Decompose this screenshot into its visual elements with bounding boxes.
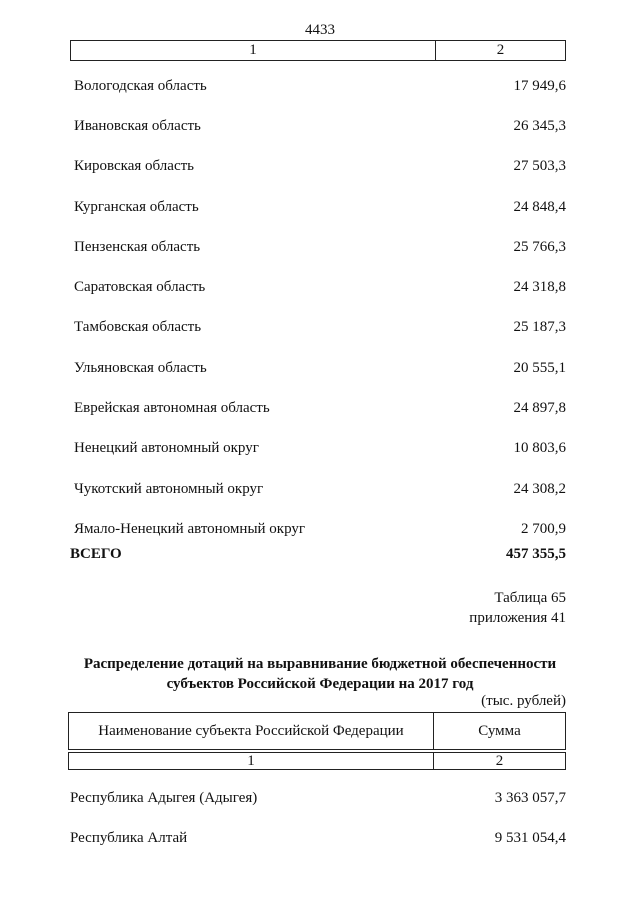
region-name: Саратовская область	[74, 279, 206, 295]
region-name: Ненецкий автономный округ	[74, 440, 259, 456]
table-row	[74, 319, 566, 339]
region-name: Тамбовская область	[74, 319, 202, 335]
region-name: Ямало-Ненецкий автономный округ	[74, 521, 306, 537]
section-title-line2: субъектов Российской Федерации на 2017 год	[166, 676, 474, 692]
total-row	[70, 546, 566, 566]
region-value: 27 503,3	[513, 158, 566, 174]
table2-header	[68, 712, 566, 750]
region-value: 24 308,2	[513, 481, 566, 497]
region-value: 26 345,3	[513, 118, 566, 134]
region-value: 25 187,3	[513, 319, 566, 335]
region-name: Курганская область	[74, 199, 199, 215]
region-value: 20 555,1	[513, 360, 566, 376]
table-row	[74, 360, 566, 380]
region-value: 25 766,3	[513, 239, 566, 255]
table2-col2-number: 2	[495, 753, 504, 769]
table-row	[74, 400, 566, 420]
table1-column-numbers	[70, 40, 566, 61]
table-row	[74, 279, 566, 299]
table2-header-name: Наименование субъекта Российской Федерации	[69, 713, 434, 749]
table2-column-numbers	[68, 752, 566, 770]
table-row	[74, 440, 566, 460]
region-name: Ульяновская область	[74, 360, 207, 376]
units-label: (тыс. рублей)	[481, 693, 566, 709]
table-label-appendix: приложения 41	[469, 610, 566, 626]
region-name: Кировская область	[74, 158, 195, 174]
region-name: Еврейская автономная область	[74, 400, 270, 416]
table2-header-sum: Сумма	[478, 722, 521, 739]
table-row	[70, 790, 566, 810]
region-value: 24 897,8	[513, 400, 566, 416]
region-value: 3 363 057,7	[494, 790, 566, 806]
region-value: 24 318,8	[513, 279, 566, 295]
section-title-line1: Распределение дотаций на выравнивание бюджетной обеспеченности	[83, 656, 557, 672]
region-name: Чукотский автономный округ	[74, 481, 264, 497]
region-value: 2 700,9	[521, 521, 566, 537]
page-number: 4433	[305, 22, 335, 38]
region-value: 9 531 054,4	[494, 830, 566, 846]
table-row	[74, 199, 566, 219]
region-value: 24 848,4	[513, 199, 566, 215]
table-row	[74, 239, 566, 259]
table-label-number: Таблица 65	[494, 590, 566, 606]
region-value: 17 949,6	[513, 78, 566, 94]
table1-col1-number: 1	[71, 41, 436, 60]
total-label: ВСЕГО	[70, 546, 122, 562]
table2-col1-number: 1	[69, 753, 434, 769]
region-name: Пензенская область	[74, 239, 201, 255]
region-name: Ивановская область	[74, 118, 201, 134]
region-name: Вологодская область	[74, 78, 207, 94]
table-row	[74, 481, 566, 501]
table-row	[74, 118, 566, 138]
table-row	[70, 830, 566, 850]
total-value: 457 355,5	[506, 546, 566, 562]
region-value: 10 803,6	[513, 440, 566, 456]
table1-col2-number: 2	[496, 42, 505, 58]
table-row	[74, 521, 566, 541]
region-name: Республика Адыгея (Адыгея)	[70, 790, 258, 806]
table-row	[74, 78, 566, 98]
table-row	[74, 158, 566, 178]
region-name: Республика Алтай	[70, 830, 188, 846]
